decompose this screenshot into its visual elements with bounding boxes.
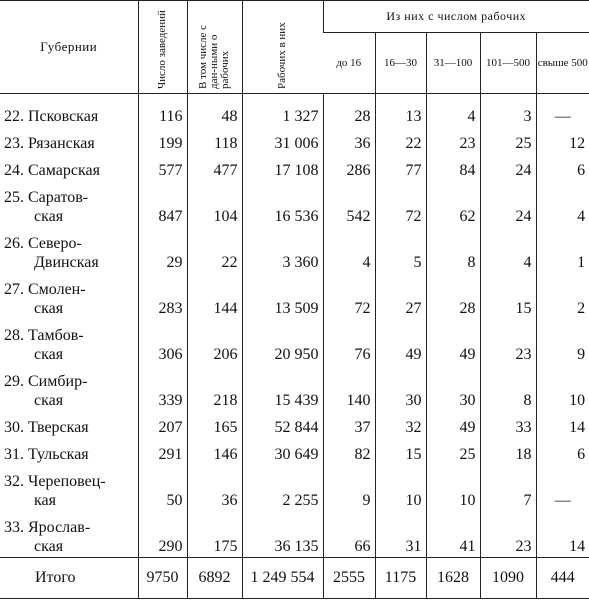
table-cell: 15 439 bbox=[242, 365, 323, 411]
table-row bbox=[0, 465, 589, 511]
province-name bbox=[0, 511, 138, 558]
table-cell: 28 bbox=[426, 273, 480, 319]
province-name bbox=[0, 94, 138, 128]
table-cell: 5 bbox=[375, 227, 426, 273]
table-cell: 6 bbox=[536, 438, 589, 465]
province-name-line: 29. Симбир- bbox=[4, 373, 88, 390]
table-cell: 52 844 bbox=[242, 411, 323, 438]
table-cell: 30 bbox=[426, 365, 480, 411]
header-band-3: 31—100 bbox=[426, 33, 480, 94]
table-cell: 66 bbox=[323, 511, 375, 558]
table-row bbox=[0, 181, 589, 227]
table-cell: 306 bbox=[138, 319, 187, 365]
table-cell: 31 006 bbox=[242, 127, 323, 154]
province-name bbox=[0, 319, 138, 365]
table-cell: 16 536 bbox=[242, 181, 323, 227]
table-cell: 13 bbox=[375, 94, 426, 128]
province-name bbox=[0, 154, 138, 181]
province-name-line: 30. Тверская bbox=[4, 419, 89, 436]
table-row bbox=[0, 438, 589, 465]
total-label: Итого bbox=[0, 558, 138, 599]
table-cell: 4 bbox=[536, 181, 589, 227]
table-cell: 49 bbox=[375, 319, 426, 365]
table-cell: 36 bbox=[323, 127, 375, 154]
header-band-4: 101—500 bbox=[480, 33, 536, 94]
table-cell: 33 bbox=[480, 411, 536, 438]
table-cell: 76 bbox=[323, 319, 375, 365]
total-cell: 1090 bbox=[480, 558, 536, 599]
province-name-line: 22. Псковская bbox=[4, 108, 99, 125]
table-cell: 1 327 bbox=[242, 94, 323, 128]
table-cell: 10 bbox=[536, 365, 589, 411]
total-cell: 1 249 554 bbox=[242, 558, 323, 599]
province-name-line: ская bbox=[34, 538, 64, 555]
table-cell: 118 bbox=[187, 127, 242, 154]
table-cell: 25 bbox=[480, 127, 536, 154]
province-name-line: ская bbox=[34, 392, 64, 409]
province-name-line: 31. Тульская bbox=[4, 446, 89, 463]
total-cell: 2555 bbox=[323, 558, 375, 599]
province-name-line: 27. Смолен- bbox=[4, 281, 86, 298]
province-name-line: 23. Рязанская bbox=[4, 135, 95, 152]
table-cell: 286 bbox=[323, 154, 375, 181]
table-cell: 144 bbox=[187, 273, 242, 319]
header-group-title: Из них с числом рабочих bbox=[323, 1, 589, 33]
table-cell: 146 bbox=[187, 438, 242, 465]
table-cell: — bbox=[536, 94, 589, 128]
table-cell: 30 bbox=[375, 365, 426, 411]
table-cell: 82 bbox=[323, 438, 375, 465]
table-row bbox=[0, 273, 589, 319]
table-cell: 2 255 bbox=[242, 465, 323, 511]
table-cell: 62 bbox=[426, 181, 480, 227]
total-cell: 444 bbox=[536, 558, 589, 599]
total-cell: 1175 bbox=[375, 558, 426, 599]
table-cell: 37 bbox=[323, 411, 375, 438]
header-v-tom-chisle: В том числе с дан-ными о рабочих bbox=[187, 1, 242, 94]
table-header bbox=[0, 1, 589, 94]
header-band-2: 16—30 bbox=[375, 33, 426, 94]
table-cell: 290 bbox=[138, 511, 187, 558]
table-cell: 31 bbox=[375, 511, 426, 558]
table-cell: 3 bbox=[480, 94, 536, 128]
table-cell: 24 bbox=[480, 154, 536, 181]
province-name bbox=[0, 181, 138, 227]
table-cell: 23 bbox=[480, 511, 536, 558]
province-name-line: 32. Череповец- bbox=[4, 473, 106, 490]
province-name-line: 33. Ярослав- bbox=[4, 519, 91, 536]
table-cell: 20 950 bbox=[242, 319, 323, 365]
table-row bbox=[0, 227, 589, 273]
table-cell: 30 649 bbox=[242, 438, 323, 465]
table-cell: 36 135 bbox=[242, 511, 323, 558]
province-name-line: кая bbox=[34, 492, 56, 509]
table-cell: 36 bbox=[187, 465, 242, 511]
table-cell: 49 bbox=[426, 411, 480, 438]
total-cell: 1628 bbox=[426, 558, 480, 599]
table-cell: 10 bbox=[375, 465, 426, 511]
province-name bbox=[0, 438, 138, 465]
table-cell: 207 bbox=[138, 411, 187, 438]
header-band-1: до 16 bbox=[323, 33, 375, 94]
table-cell: 23 bbox=[426, 127, 480, 154]
table-cell: 48 bbox=[187, 94, 242, 128]
province-name-line: Двинская bbox=[34, 254, 99, 271]
province-name-line: 26. Северо- bbox=[4, 235, 82, 252]
table-cell: 3 360 bbox=[242, 227, 323, 273]
table-cell: 72 bbox=[375, 181, 426, 227]
table-cell: 10 bbox=[426, 465, 480, 511]
province-name bbox=[0, 365, 138, 411]
table-cell: 77 bbox=[375, 154, 426, 181]
province-name bbox=[0, 127, 138, 154]
header-gubernii: Губернии bbox=[0, 1, 138, 94]
table-cell: 72 bbox=[323, 273, 375, 319]
table-cell: 4 bbox=[426, 94, 480, 128]
province-name-line: 25. Саратов- bbox=[4, 189, 89, 206]
table-cell: 847 bbox=[138, 181, 187, 227]
table-cell: 116 bbox=[138, 94, 187, 128]
table-cell: 477 bbox=[187, 154, 242, 181]
table-cell: 9 bbox=[323, 465, 375, 511]
table-cell: 27 bbox=[375, 273, 426, 319]
table-cell: 165 bbox=[187, 411, 242, 438]
header-band-5: свыше 500 bbox=[536, 33, 589, 94]
table-cell: 29 bbox=[138, 227, 187, 273]
table-cell: 339 bbox=[138, 365, 187, 411]
table-row bbox=[0, 365, 589, 411]
header-rabochikh: Рабочих в них bbox=[242, 1, 323, 94]
table-cell: 7 bbox=[480, 465, 536, 511]
table-cell: 104 bbox=[187, 181, 242, 227]
province-name bbox=[0, 411, 138, 438]
table-cell: 15 bbox=[375, 438, 426, 465]
table-cell: 32 bbox=[375, 411, 426, 438]
total-cell: 9750 bbox=[138, 558, 187, 599]
table-row bbox=[0, 127, 589, 154]
table-cell: 4 bbox=[323, 227, 375, 273]
table-cell: 218 bbox=[187, 365, 242, 411]
table-cell: 50 bbox=[138, 465, 187, 511]
table-row bbox=[0, 94, 589, 128]
province-name-line: ская bbox=[34, 208, 64, 225]
table-cell: 18 bbox=[480, 438, 536, 465]
table-cell: 14 bbox=[536, 411, 589, 438]
table-cell: 41 bbox=[426, 511, 480, 558]
table-cell: 1 bbox=[536, 227, 589, 273]
province-name-line: ская bbox=[34, 300, 64, 317]
table-cell: 206 bbox=[187, 319, 242, 365]
table-row bbox=[0, 411, 589, 438]
table-row bbox=[0, 154, 589, 181]
total-cell: 6892 bbox=[187, 558, 242, 599]
table-cell: 22 bbox=[187, 227, 242, 273]
header-chislo-zavedeniy: Число заведений bbox=[138, 1, 187, 94]
table-cell: 291 bbox=[138, 438, 187, 465]
table-cell: 175 bbox=[187, 511, 242, 558]
table-cell: 542 bbox=[323, 181, 375, 227]
table-cell: 2 bbox=[536, 273, 589, 319]
province-name-line: 24. Самарская bbox=[4, 162, 100, 179]
table-cell: 23 bbox=[480, 319, 536, 365]
table-cell: 140 bbox=[323, 365, 375, 411]
table-cell: 8 bbox=[480, 365, 536, 411]
table-cell: 577 bbox=[138, 154, 187, 181]
table-cell: 15 bbox=[480, 273, 536, 319]
table-cell: 25 bbox=[426, 438, 480, 465]
table-cell: 22 bbox=[375, 127, 426, 154]
province-name-line: 28. Тамбов- bbox=[4, 327, 84, 344]
province-name-line: ская bbox=[34, 346, 64, 363]
table-cell: 199 bbox=[138, 127, 187, 154]
table-cell: 6 bbox=[536, 154, 589, 181]
table-cell: 4 bbox=[480, 227, 536, 273]
province-name bbox=[0, 465, 138, 511]
province-name bbox=[0, 227, 138, 273]
table-cell: 28 bbox=[323, 94, 375, 128]
table-body bbox=[0, 94, 589, 558]
table-cell: 12 bbox=[536, 127, 589, 154]
table-cell: 17 108 bbox=[242, 154, 323, 181]
table-cell: 49 bbox=[426, 319, 480, 365]
table-cell: 13 509 bbox=[242, 273, 323, 319]
table-cell: — bbox=[536, 465, 589, 511]
total-row bbox=[0, 558, 589, 599]
table-footer bbox=[0, 558, 589, 599]
table-cell: 283 bbox=[138, 273, 187, 319]
table-row bbox=[0, 319, 589, 365]
table-cell: 14 bbox=[536, 511, 589, 558]
table-cell: 9 bbox=[536, 319, 589, 365]
province-name bbox=[0, 273, 138, 319]
table-cell: 8 bbox=[426, 227, 480, 273]
table-cell: 24 bbox=[480, 181, 536, 227]
table-row bbox=[0, 511, 589, 558]
table-cell: 84 bbox=[426, 154, 480, 181]
